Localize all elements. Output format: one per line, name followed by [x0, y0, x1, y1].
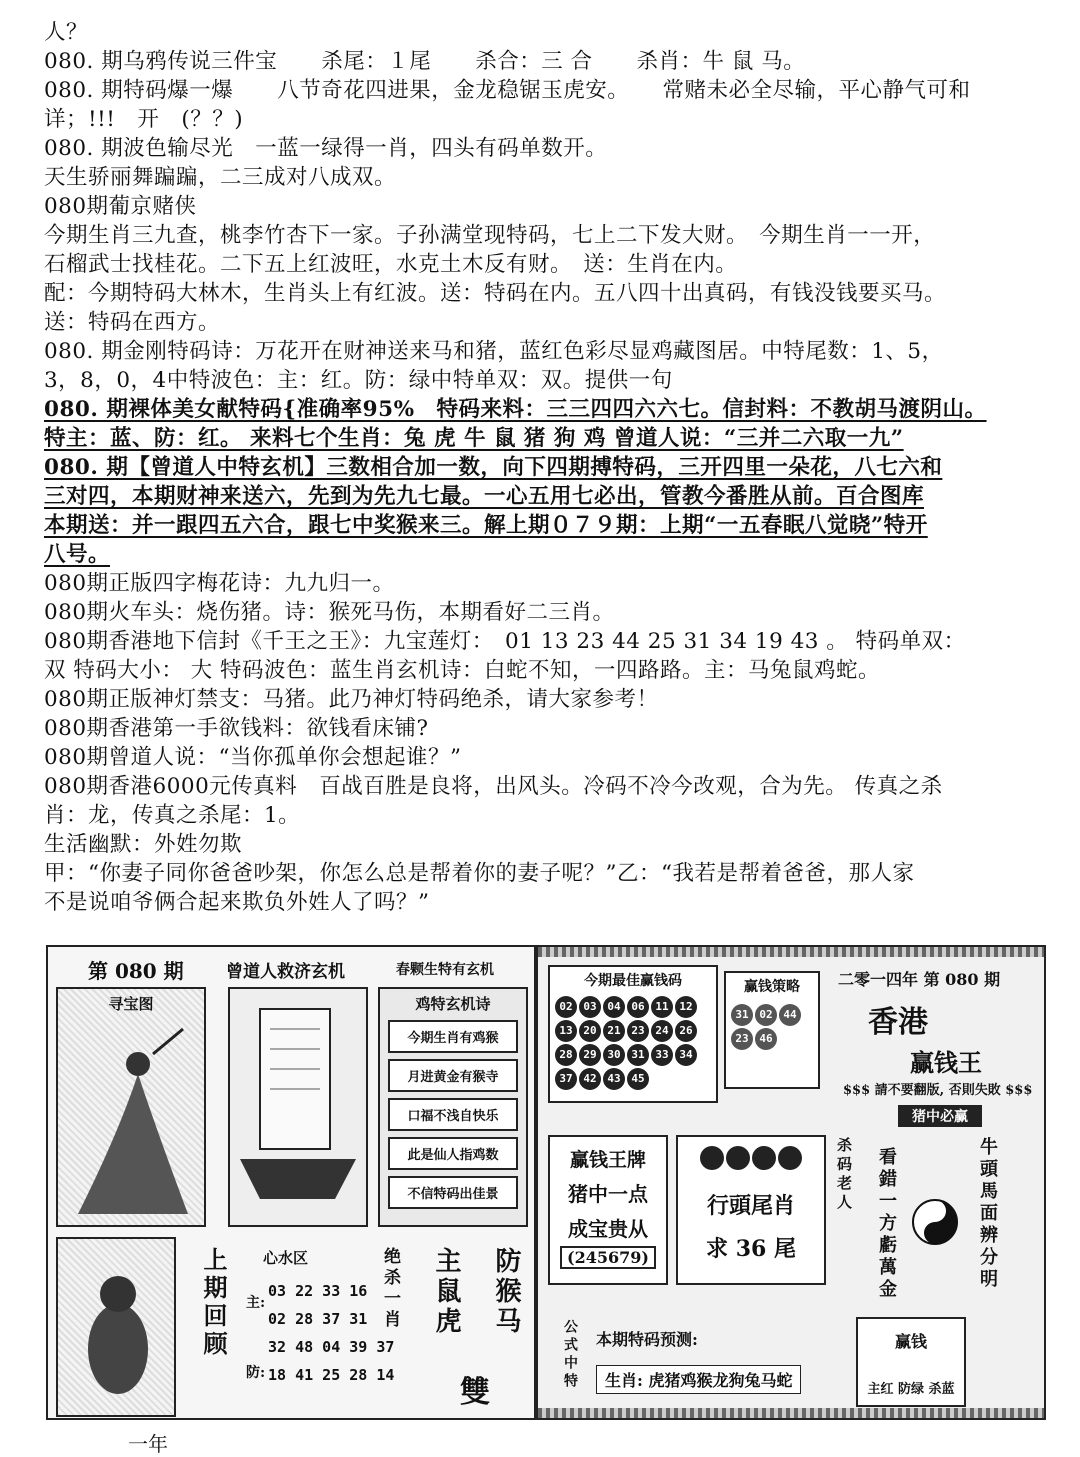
- strategy-ball: 44: [779, 1004, 801, 1026]
- best-numbers-title: 今期最佳赢钱码: [584, 973, 682, 989]
- figure-illustration: [58, 1014, 204, 1224]
- footer-text: 一年: [128, 1432, 168, 1456]
- gold-label: 看錯一方虧萬金: [876, 1147, 897, 1301]
- treasure-map-panel: [56, 987, 206, 1227]
- number-ball: 20: [579, 1020, 601, 1042]
- text-line: 生活幽默：外姓勿欺: [44, 832, 243, 857]
- number-row: 02 28 37 31: [268, 1310, 368, 1328]
- main-label: 主:: [246, 1295, 266, 1311]
- text-line: 天生骄丽舞蹁蹁，二三成对八成双。: [44, 165, 397, 190]
- poem-list: [380, 1020, 526, 1209]
- text-line: 详；!!! 开 (？？): [44, 107, 244, 132]
- strategy-ball: 23: [731, 1028, 753, 1050]
- formula-label: 公式中特: [562, 1319, 578, 1391]
- text-line: 三对四，本期财神来送六，先到为先九七最。一心五用七必出，管教今番胜从前。百合图库: [44, 484, 925, 509]
- number-ball: 31: [627, 1044, 649, 1066]
- ship-panel: [228, 987, 368, 1227]
- lottery-chart-collage: [46, 945, 1046, 1420]
- strategy-panel: [724, 971, 820, 1089]
- yin-yang-icon: [910, 1197, 960, 1247]
- text-line: 甲：“你妻子同你爸爸吵架，你怎么总是帮着你的妻子呢？”乙：“我若是帮着爸爸，那人家: [44, 861, 915, 886]
- strategy-title: 赢钱策略: [744, 979, 800, 995]
- main-zodiac-label: 主鼠虎: [431, 1247, 461, 1337]
- number-ball: 13: [555, 1020, 577, 1042]
- text-line: 080期火车头：烧伤猪。诗：猴死马伤，本期看好二三肖。: [44, 600, 615, 625]
- strategy-ball: 02: [755, 1004, 777, 1026]
- number-ball: 12: [675, 996, 697, 1018]
- poem-line: 今期生肖有鸡猴: [388, 1020, 518, 1053]
- guard-zodiac-label: 防猴马: [491, 1247, 521, 1337]
- win-badge: 赢钱: [894, 1332, 927, 1351]
- text-line: 石榴武士找桂花。二下五上红波旺，水克土木反有财。 送：生肖在内。: [44, 252, 738, 277]
- number-ball: 45: [627, 1068, 649, 1090]
- king-card-line: 猪中一点: [568, 1182, 648, 1206]
- ship-icon: [230, 989, 366, 1225]
- text-line: 人？: [44, 20, 89, 45]
- text-line: 配：今期特码大林木，生肖头上有红波。送：特码在内。五八四十出真码，有钱没钱要买马。: [44, 281, 947, 306]
- head-tail-panel: [676, 1135, 826, 1285]
- mouse-icon: [58, 1239, 174, 1415]
- text-line: 080期香港6000元传真料 百战百胜是良将，出风头。冷码不冷今改观，合为先。 传真之杀: [44, 774, 943, 799]
- text-line: 不是说咱爷俩合起来欺负外姓人了吗？”: [44, 890, 430, 915]
- guard-label: 防:: [246, 1365, 266, 1381]
- text-line: 八号。: [44, 542, 111, 567]
- number-ball: 03: [579, 996, 601, 1018]
- number-ball: 28: [555, 1044, 577, 1066]
- text-line: 双 特码大小： 大 特码波色：蓝生肖玄机诗：白蛇不知，一四路路。主：马兔鼠鸡蛇。: [44, 658, 881, 683]
- red-green-label: 主红 防绿 杀蓝: [867, 1382, 955, 1397]
- pig-win-badge: 猪中必赢: [898, 1105, 982, 1127]
- number-ball: 02: [555, 996, 577, 1018]
- text-line: 肖：龙，传真之杀尾：1。: [44, 803, 301, 828]
- chart-b-header: 二零一四年 第 080 期: [838, 970, 1001, 989]
- hk-title: 香港: [868, 1005, 928, 1040]
- article-text: [44, 18, 1044, 917]
- zone-label: 心水区: [263, 1249, 309, 1267]
- number-ball: 11: [651, 996, 673, 1018]
- number-ball: 24: [651, 1020, 673, 1042]
- number-ball: 43: [603, 1068, 625, 1090]
- mouse-illustration-panel: [56, 1237, 176, 1417]
- ox-head-label: 牛頭馬面辨分明: [977, 1137, 998, 1291]
- number-row: 03 22 33 16: [268, 1282, 368, 1300]
- kill-elder-label: 杀码老人: [835, 1137, 853, 1213]
- strategy-ball: 46: [755, 1028, 777, 1050]
- king-card-code: (245679): [560, 1246, 656, 1269]
- chart-panel-right: [536, 945, 1046, 1420]
- number-ball: 29: [579, 1044, 601, 1066]
- issue-number: 第 080 期: [88, 959, 184, 983]
- number-ball: 30: [603, 1044, 625, 1066]
- predict-title: 本期特码预测:: [596, 1330, 698, 1349]
- king-card-line: 成宝贵从: [568, 1217, 648, 1241]
- win-badge-panel: [856, 1317, 966, 1407]
- text-line: 080. 期金刚特码诗：万花开在财神送来马和猪，蓝红色彩尽显鸡藏图居。中特尾数：1、5，: [44, 339, 944, 364]
- text-line: 080期曾道人说：“当你孤单你会想起谁？”: [44, 745, 462, 770]
- copy-warning: $$$ 請不要翻版, 否則失敗 $$$: [843, 1083, 1033, 1098]
- number-ball: 21: [603, 1020, 625, 1042]
- king-card-lines: [550, 1178, 666, 1242]
- number-ball: 33: [651, 1044, 673, 1066]
- poem-panel: [378, 987, 528, 1227]
- black-dots-row: [678, 1145, 824, 1175]
- number-ball: 42: [579, 1068, 601, 1090]
- strategy-balls: [726, 999, 818, 1055]
- number-ball: 06: [627, 996, 649, 1018]
- text-line: 本期送：并一跟四五六合，跟七中奖猴来三。解上期０７９期：上期“一五春眠八觉晓”特开: [44, 513, 928, 538]
- text-line: 080期正版四字梅花诗：九九归一。: [44, 571, 395, 596]
- kill-one-zodiac-label: 绝杀一肖: [380, 1247, 400, 1331]
- text-line: 今期生肖三九查，桃李竹杏下一家。子孙满堂现特码，七上二下发大财。 今期生肖一一开，: [44, 223, 936, 248]
- text-line: 080期葡京赌侠: [44, 194, 197, 219]
- number-row: 18 41 25 28 14: [268, 1366, 395, 1384]
- king-card-panel: [548, 1135, 668, 1285]
- text-line: 080. 期【曾道人中特玄机】三数相合加一数，向下四期搏特码，三开四里一朵花，八七六和: [44, 455, 943, 480]
- text-line: 080期香港地下信封《千王之王》：九宝莲灯： 01 13 23 44 25 31 34 19 43 。 特码单双：: [44, 629, 966, 654]
- number-ball: 37: [555, 1068, 577, 1090]
- poem-line: 不信特码出佳景: [388, 1176, 518, 1209]
- text-line: 080. 期乌鸦传说三件宝 杀尾：１尾 杀合：三 合 杀肖：牛 鼠 马。: [44, 49, 806, 74]
- text-line: 080. 期特码爆一爆 八节奇花四进果，金龙稳锯玉虎安。 常赌未必全尽输，平心静气可和: [44, 78, 971, 103]
- poem-line: 此是仙人指鸡数: [388, 1137, 518, 1170]
- text-line: 080期正版神灯禁支：马猪。此乃神灯特码绝杀，请大家参考！: [44, 687, 659, 712]
- poem-title: 鸡特玄机诗: [415, 995, 491, 1013]
- number-ball: 34: [675, 1044, 697, 1066]
- treasure-map-title: 寻宝图: [108, 995, 154, 1013]
- chart-panel-left: [46, 945, 536, 1420]
- number-row: 32 48 04 39 37: [268, 1338, 395, 1356]
- strategy-ball: 31: [731, 1004, 753, 1026]
- best-numbers-panel: [548, 965, 718, 1103]
- number-ball: 26: [675, 1020, 697, 1042]
- poem-line: 月进黄金有猴寺: [388, 1059, 518, 1092]
- text-line: 送：特码在西方。: [44, 310, 221, 335]
- number-ball: 23: [627, 1020, 649, 1042]
- text-line: 080期香港第一手欲钱料：欲钱看床铺?: [44, 716, 429, 741]
- text-line: 3，8，0，4中特波色：主：红。防：绿中特单双：双。提供一句: [44, 368, 673, 393]
- chart-title: 曾道人救济玄机: [226, 962, 345, 982]
- zodiac-prediction: 生肖: 虎猪鸡猴龙狗兔马蛇: [596, 1365, 801, 1394]
- tail-code: 求 36 尾: [706, 1236, 796, 1262]
- best-numbers-balls: [550, 993, 716, 1093]
- double-badge: 雙: [460, 1375, 490, 1410]
- head-tail-title: 行頭尾肖: [706, 1193, 795, 1219]
- king-card-title: 赢钱王牌: [569, 1149, 646, 1171]
- number-rows: [268, 1272, 394, 1394]
- poem-line: 口福不浅自快乐: [388, 1098, 518, 1131]
- text-line: 080. 期裸体美女献特码{准确率95% 特码来料：三三四四六六七。信封料：不教胡马渡阴山。: [44, 397, 987, 422]
- win-king-title: 赢钱王: [910, 1048, 982, 1077]
- last-review-label: 上期回顾: [199, 1247, 228, 1359]
- number-ball: 04: [603, 996, 625, 1018]
- text-line: 特主：蓝、防：红。 来料七个生肖：兔 虎 牛 鼠 猪 狗 鸡 曾道人说：“三并二六取一九”: [44, 426, 904, 451]
- chart-subtitle: 春颗生特有玄机: [396, 962, 494, 978]
- text-line: 080. 期波色输尽光 一蓝一绿得一肖，四头有码单数开。: [44, 136, 608, 161]
